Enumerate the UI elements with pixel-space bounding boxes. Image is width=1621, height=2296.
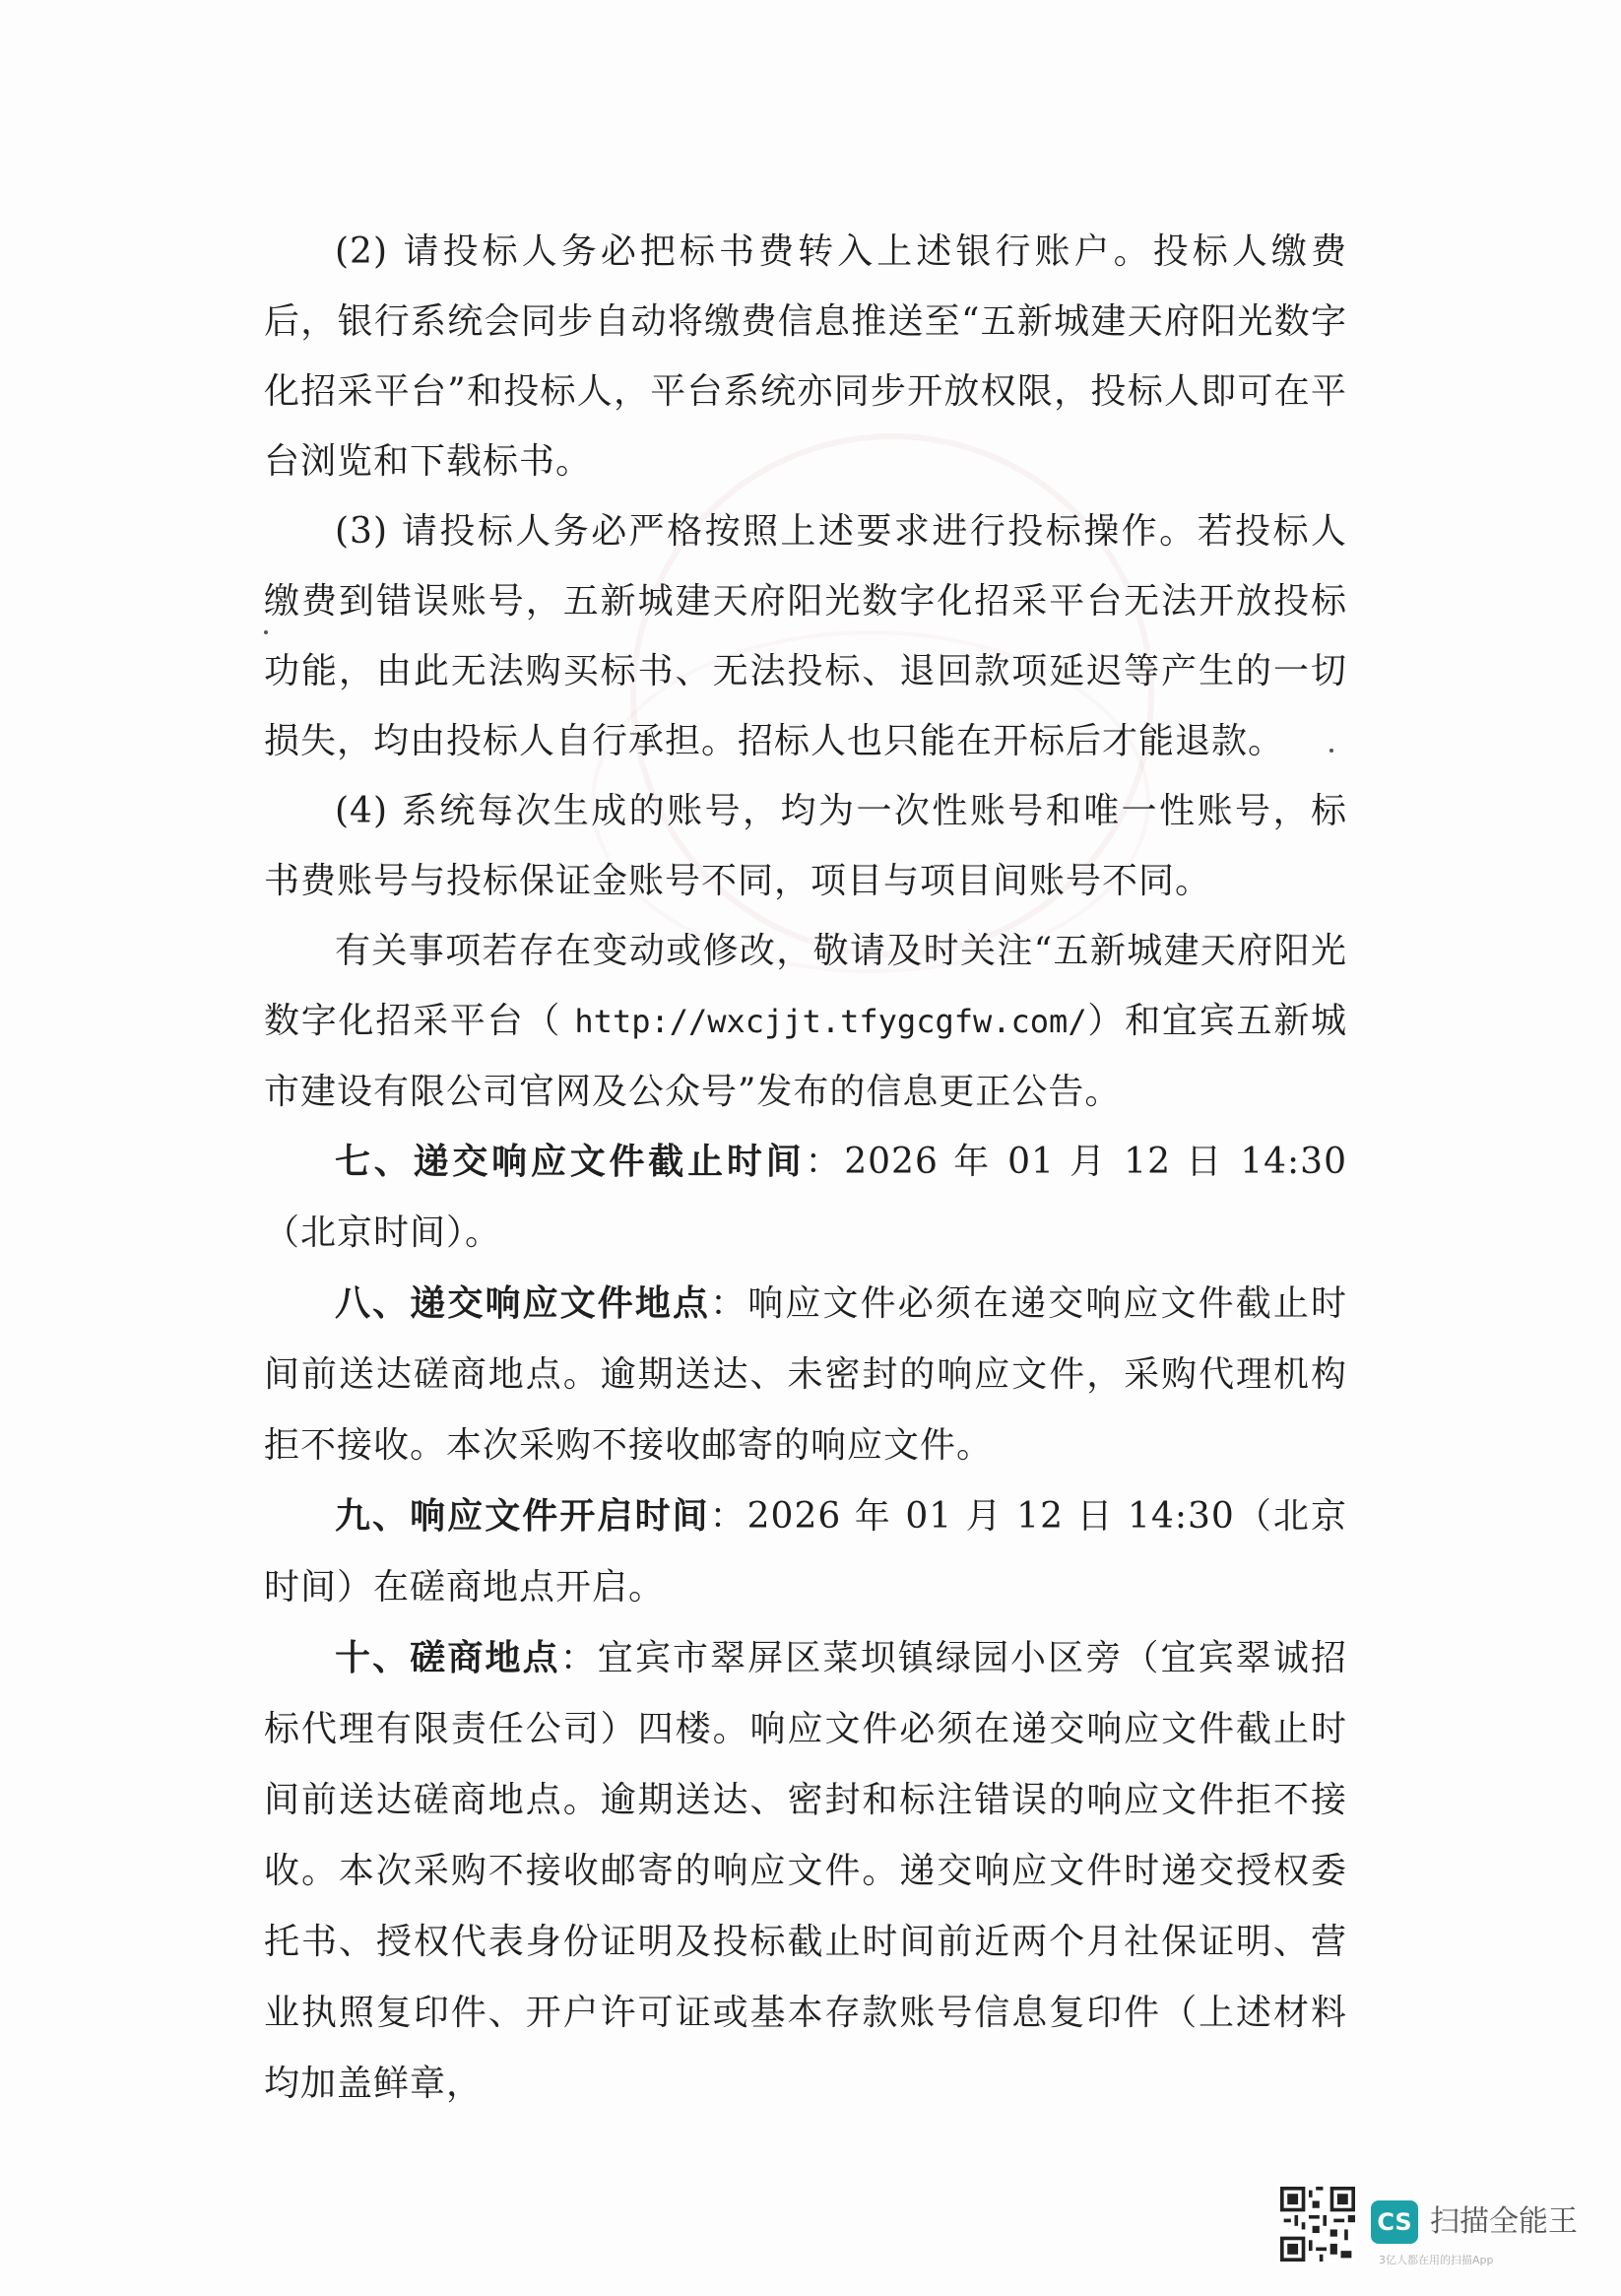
paragraph-item-2: (2) 请投标人务必把标书费转入上述银行账户。投标人缴费后，银行系统会同步自动将缴费信息推送至“五新城建天府阳光数字化招采平台”和投标人，平台系统亦同步开放权限，投标人即可在平台浏览和下载标书。 [264,231,1347,482]
section-9-heading: 九、响应文件开启时间 [335,1496,710,1537]
section-8-location [264,1269,1347,1481]
camscanner-tagline: 3亿人都在用的扫描App [1379,2254,1494,2266]
qr-code-icon [1280,2187,1355,2262]
section-10-venue [264,1623,1347,2120]
camscanner-logo: CS [1371,2200,1418,2244]
section-10-body: ：宜宾市翠屏区菜坝镇绿园小区旁（宜宾翠诚招标代理有限责任公司）四楼。响应文件必须在递交响应文件截止时间前送达磋商地点。逾期送达、密封和标注错误的响应文件拒不接收。本次采购不接收邮寄的响应文件。递交响应文件时递交授权委托书、授权代表身份证明及投标截止时间前近两个月社保证明、营业执照复印件、开户许可证或基本存款账号信息复印件（上述材料均加盖鲜章， [264,1638,1347,2104]
notice-tail-text: ）和宜宾五新城市建设有限公司官网及公众号”发布的信息更正公告。 [264,1001,1347,1112]
section-10-heading: 十、磋商地点 [335,1638,560,1678]
paragraph-item-3: (3) 请投标人务必严格按照上述要求进行投标操作。若投标人缴费到错误账号，五新城建天府阳光数字化招采平台无法开放投标功能，由此无法购买标书、无法投标、退回款项延迟等产生的一切损失，均由投标人自行承担。招标人也只能在开标后才能退款。 [264,511,1347,761]
notice-lead-text: 有关事项若存在变动或修改，敬请及时关注“五新城建天府阳光数字化招采平台（ [264,931,1347,1041]
section-9-opening-time [264,1481,1347,1623]
scanner-watermark [1280,2187,1605,2275]
section-7-deadline [264,1127,1347,1269]
document-body [264,217,1347,2120]
section-8-body: ：响应文件必须在递交响应文件截止时间前送达磋商地点。逾期送达、未密封的响应文件，采购代理机构拒不接收。本次采购不接收邮寄的响应文件。 [264,1283,1347,1466]
section-8-heading: 八、递交响应文件地点 [335,1283,711,1324]
paragraph-item-4: (4) 系统每次生成的账号，均为一次性账号和唯一性账号，标书费账号与投标保证金账号不同，项目与项目间账号不同。 [264,791,1347,901]
platform-url: http://wxcjjt.tfygcgfw.com/ [574,1003,1087,1040]
update-notice-paragraph [264,916,1347,1127]
section-7-body: ：2026 年 01 月 12 日 14:30（北京时间）。 [264,1142,1347,1253]
section-7-heading: 七、递交响应文件截止时间 [335,1142,806,1182]
section-9-body: ：2026 年 01 月 12 日 14:30（北京时间）在磋商地点开启。 [264,1496,1347,1607]
camscanner-label: 扫描全能王 [1430,2204,1578,2239]
